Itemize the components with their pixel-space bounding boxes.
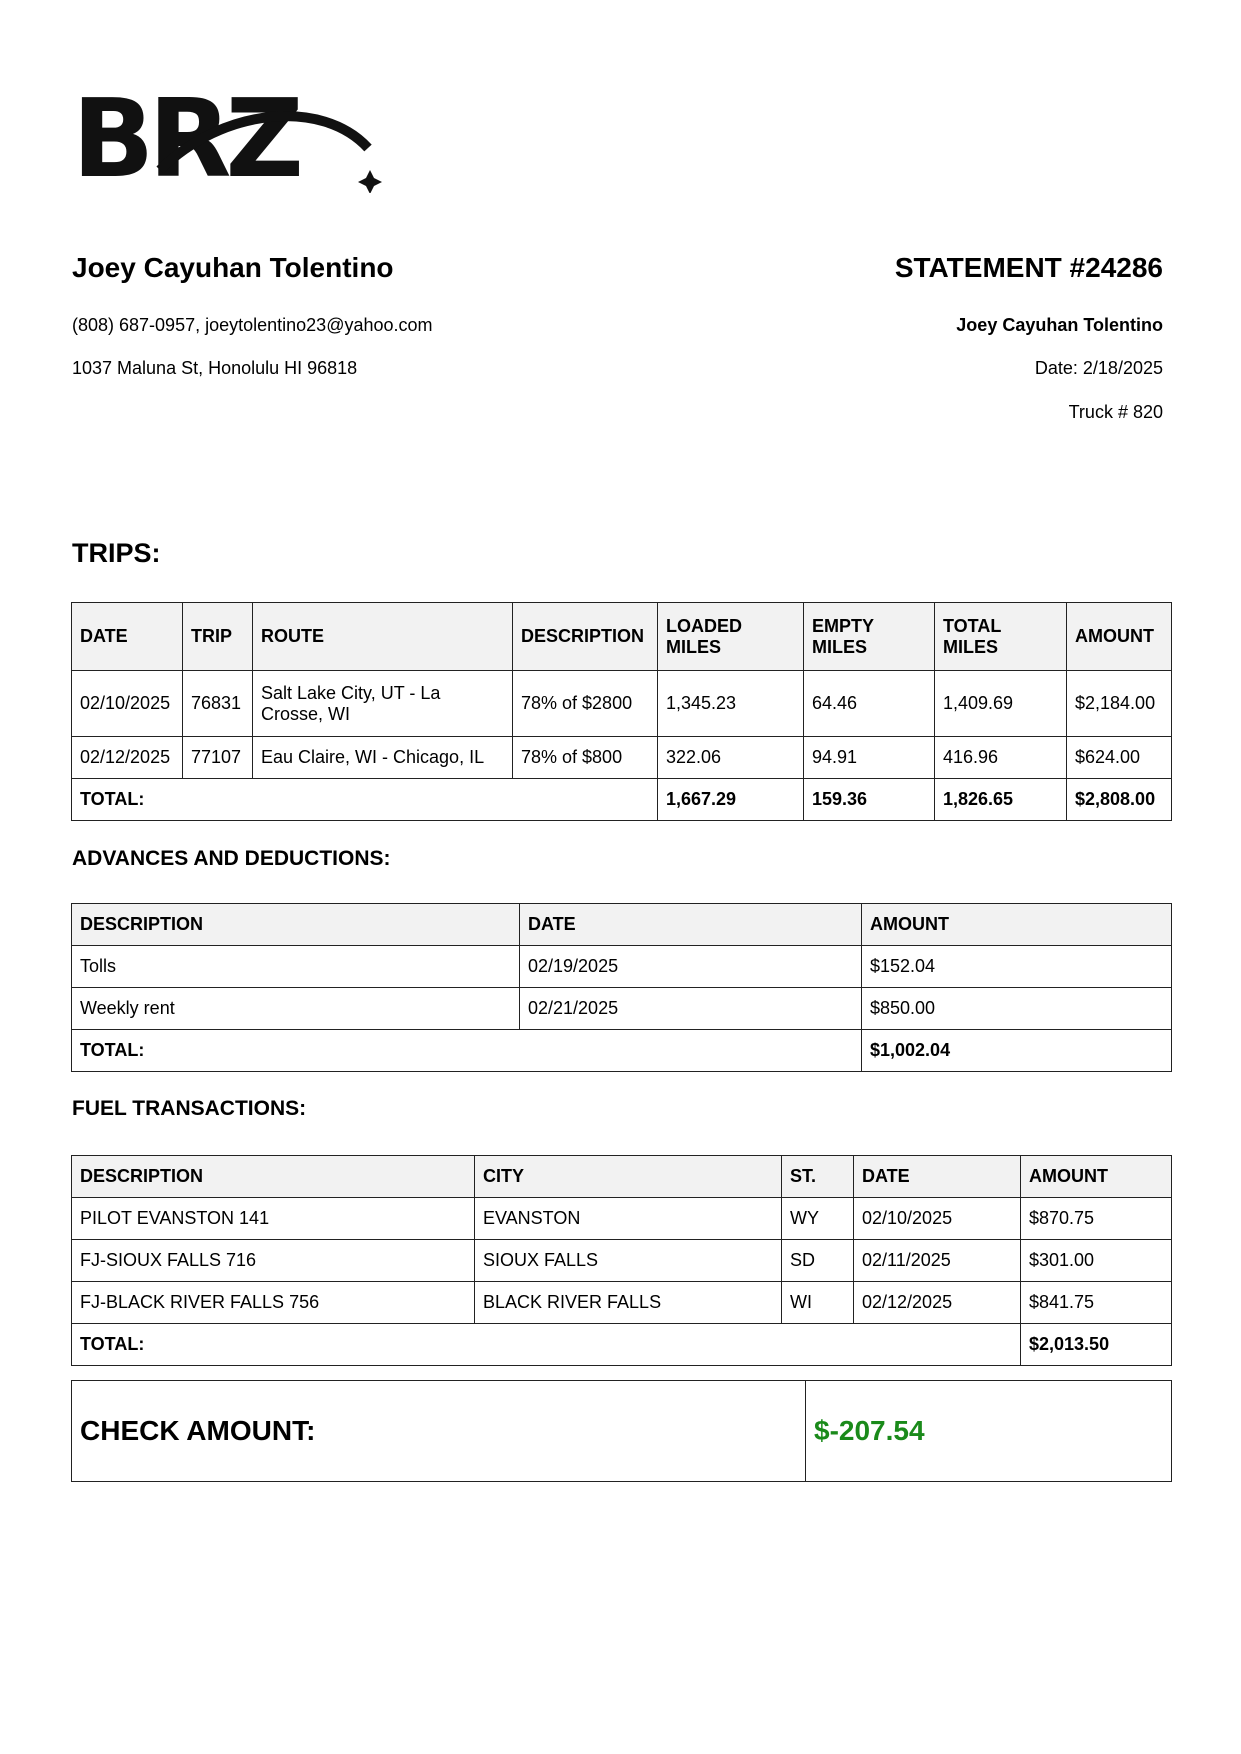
advance-description: Tolls bbox=[72, 946, 520, 988]
check-amount-label: CHECK AMOUNT: bbox=[72, 1381, 806, 1482]
trip-route: Eau Claire, WI - Chicago, IL bbox=[253, 737, 513, 779]
trips-total-label: TOTAL: bbox=[72, 779, 658, 821]
statement-truck: Truck # 820 bbox=[1068, 402, 1163, 422]
trips-total-empty: 159.36 bbox=[804, 779, 935, 821]
fuel-table bbox=[71, 1155, 1172, 1366]
table-row bbox=[72, 946, 1172, 988]
trips-total-loaded: 1,667.29 bbox=[658, 779, 804, 821]
check-amount-value: $-207.54 bbox=[806, 1381, 1172, 1482]
statement-name: Joey Cayuhan Tolentino bbox=[956, 315, 1163, 335]
col-loaded-miles: LOADED MILES bbox=[658, 603, 804, 671]
fuel-state: WI bbox=[782, 1282, 854, 1324]
col-amount: AMOUNT bbox=[862, 904, 1172, 946]
fuel-date: 02/10/2025 bbox=[854, 1198, 1021, 1240]
col-date: DATE bbox=[854, 1156, 1021, 1198]
trip-amount: $624.00 bbox=[1067, 737, 1172, 779]
fuel-heading: FUEL TRANSACTIONS: bbox=[72, 1097, 307, 1120]
advance-date: 02/19/2025 bbox=[520, 946, 862, 988]
col-date: DATE bbox=[520, 904, 862, 946]
col-trip: TRIP bbox=[183, 603, 253, 671]
trip-empty: 64.46 bbox=[804, 671, 935, 737]
trip-description: 78% of $800 bbox=[513, 737, 658, 779]
trip-number: 76831 bbox=[183, 671, 253, 737]
fuel-description: PILOT EVANSTON 141 bbox=[72, 1198, 475, 1240]
col-description: DESCRIPTION bbox=[513, 603, 658, 671]
advance-amount: $152.04 bbox=[862, 946, 1172, 988]
advance-amount: $850.00 bbox=[862, 988, 1172, 1030]
table-row bbox=[72, 737, 1172, 779]
trip-number: 77107 bbox=[183, 737, 253, 779]
table-row bbox=[72, 1198, 1172, 1240]
col-description: DESCRIPTION bbox=[72, 1156, 475, 1198]
statement-date: Date: 2/18/2025 bbox=[1034, 358, 1163, 378]
col-empty-miles: EMPTY MILES bbox=[804, 603, 935, 671]
trips-table bbox=[71, 602, 1172, 821]
col-route: ROUTE bbox=[253, 603, 513, 671]
trips-heading: TRIPS: bbox=[72, 538, 161, 568]
advance-description: Weekly rent bbox=[72, 988, 520, 1030]
fuel-state: SD bbox=[782, 1240, 854, 1282]
fuel-date: 02/12/2025 bbox=[854, 1282, 1021, 1324]
driver-contact: (808) 687-0957, joeytolentino23@yahoo.com bbox=[72, 315, 433, 335]
trips-total-row bbox=[72, 779, 1172, 821]
advances-total-row bbox=[72, 1030, 1172, 1072]
table-header-row bbox=[72, 1156, 1172, 1198]
trip-route: Salt Lake City, UT - La Crosse, WI bbox=[253, 671, 513, 737]
trip-total: 416.96 bbox=[935, 737, 1067, 779]
col-date: DATE bbox=[72, 603, 183, 671]
table-row bbox=[72, 671, 1172, 737]
fuel-amount: $841.75 bbox=[1021, 1282, 1172, 1324]
fuel-amount: $870.75 bbox=[1021, 1198, 1172, 1240]
table-header-row bbox=[72, 904, 1172, 946]
col-state: ST. bbox=[782, 1156, 854, 1198]
table-row bbox=[72, 1240, 1172, 1282]
trip-description: 78% of $2800 bbox=[513, 671, 658, 737]
trip-total: 1,409.69 bbox=[935, 671, 1067, 737]
advances-heading: ADVANCES AND DEDUCTIONS: bbox=[72, 847, 391, 870]
trips-total-amount: $2,808.00 bbox=[1067, 779, 1172, 821]
fuel-date: 02/11/2025 bbox=[854, 1240, 1021, 1282]
trip-loaded: 322.06 bbox=[658, 737, 804, 779]
trip-amount: $2,184.00 bbox=[1067, 671, 1172, 737]
fuel-description: FJ-SIOUX FALLS 716 bbox=[72, 1240, 475, 1282]
fuel-city: BLACK RIVER FALLS bbox=[475, 1282, 782, 1324]
fuel-state: WY bbox=[782, 1198, 854, 1240]
table-header-row bbox=[72, 603, 1172, 671]
trip-date: 02/12/2025 bbox=[72, 737, 183, 779]
statement-title: STATEMENT #24286 bbox=[894, 252, 1163, 283]
advances-table bbox=[71, 903, 1172, 1072]
advances-total-label: TOTAL: bbox=[72, 1030, 862, 1072]
brz-logo-icon bbox=[72, 78, 382, 193]
col-total-miles: TOTAL MILES bbox=[935, 603, 1067, 671]
fuel-city: EVANSTON bbox=[475, 1198, 782, 1240]
fuel-total-amount: $2,013.50 bbox=[1021, 1324, 1172, 1366]
svg-text:BRZ: BRZ bbox=[72, 78, 298, 193]
driver-address: 1037 Maluna St, Honolulu HI 96818 bbox=[72, 358, 358, 378]
col-amount: AMOUNT bbox=[1021, 1156, 1172, 1198]
fuel-amount: $301.00 bbox=[1021, 1240, 1172, 1282]
col-description: DESCRIPTION bbox=[72, 904, 520, 946]
trip-loaded: 1,345.23 bbox=[658, 671, 804, 737]
check-amount-row bbox=[72, 1381, 1172, 1482]
fuel-description: FJ-BLACK RIVER FALLS 756 bbox=[72, 1282, 475, 1324]
advances-total-amount: $1,002.04 bbox=[862, 1030, 1172, 1072]
fuel-total-row bbox=[72, 1324, 1172, 1366]
col-city: CITY bbox=[475, 1156, 782, 1198]
fuel-total-label: TOTAL: bbox=[72, 1324, 1021, 1366]
fuel-city: SIOUX FALLS bbox=[475, 1240, 782, 1282]
trip-empty: 94.91 bbox=[804, 737, 935, 779]
check-amount-table bbox=[71, 1380, 1172, 1482]
advance-date: 02/21/2025 bbox=[520, 988, 862, 1030]
driver-name: Joey Cayuhan Tolentino bbox=[72, 252, 394, 283]
table-row bbox=[72, 1282, 1172, 1324]
trips-total-miles: 1,826.65 bbox=[935, 779, 1067, 821]
table-row bbox=[72, 988, 1172, 1030]
trip-date: 02/10/2025 bbox=[72, 671, 183, 737]
col-amount: AMOUNT bbox=[1067, 603, 1172, 671]
